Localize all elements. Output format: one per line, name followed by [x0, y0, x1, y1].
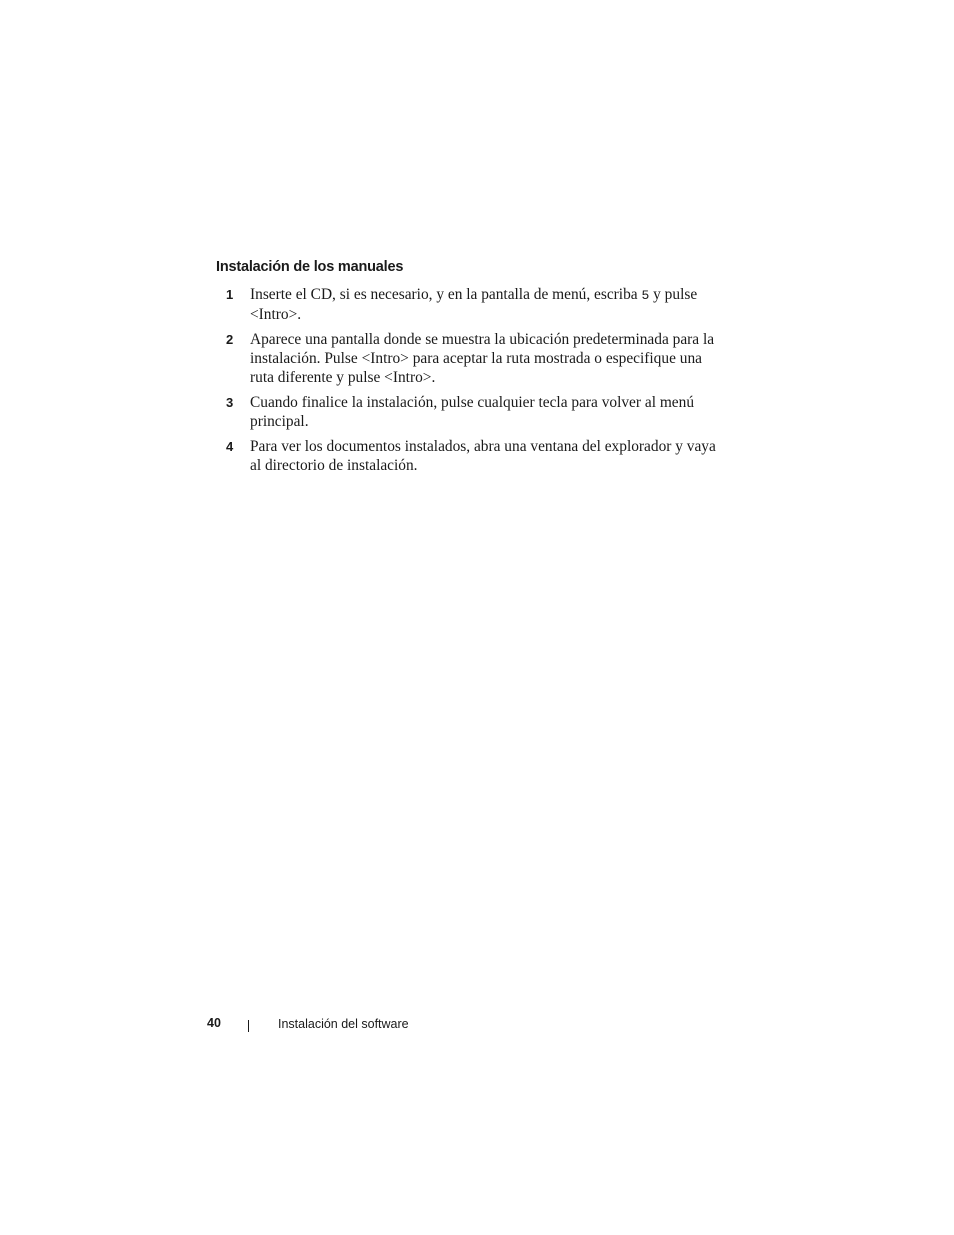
step-number: 4: [226, 439, 234, 454]
step-text: Aparece una pantalla donde se muestra la ubicación predeterminada para la instalación. Pulse <Intro> para aceptar la ruta mostrada o especifique una ruta diferente y pulse <Intro>.: [250, 331, 715, 386]
step-number: 2: [226, 332, 234, 347]
step-text-part: Inserte el CD, si es necesario, y en la pantalla de menú, escriba: [250, 286, 642, 303]
step-number: 1: [226, 287, 234, 302]
step-item: [226, 393, 726, 431]
step-text: [250, 285, 720, 324]
section-heading: Instalación de los manuales: [216, 259, 404, 275]
page-number: 40: [207, 1016, 221, 1030]
step-number: 3: [226, 395, 234, 410]
instruction-steps: [226, 285, 726, 481]
footer-chapter-title: Instalación del software: [278, 1017, 409, 1031]
command-code: 5: [641, 288, 650, 303]
step-item: [226, 437, 726, 475]
step-text: Para ver los documentos instalados, abra una ventana del explorador y vaya al directorio de instalación.: [250, 438, 716, 474]
step-item: [226, 285, 726, 324]
step-text-part: y pulse <Intro>.: [250, 286, 698, 323]
footer-separator: [248, 1020, 249, 1032]
step-text: Cuando finalice la instalación, pulse cualquier tecla para volver al menú principal.: [250, 394, 695, 430]
page-footer: [0, 1016, 954, 1036]
step-item: [226, 330, 726, 387]
